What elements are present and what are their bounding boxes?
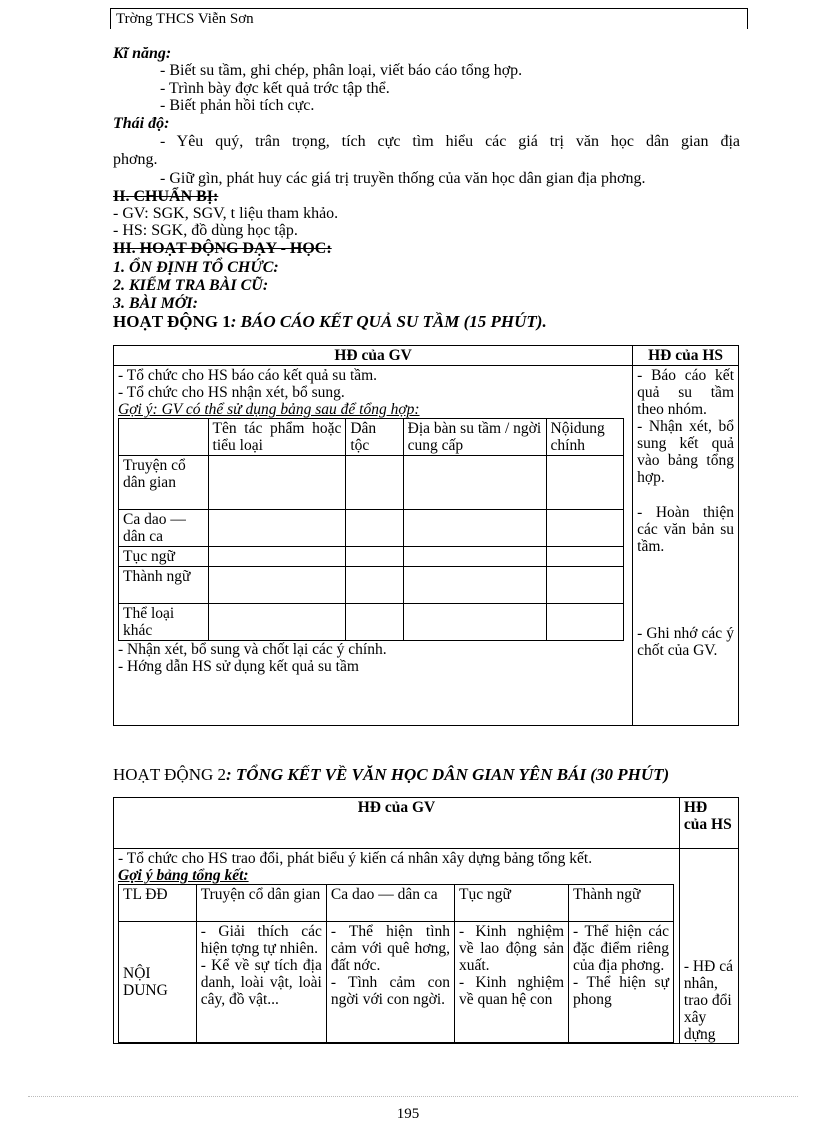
school-header: Trờng THCS Viễn Sơn — [116, 11, 254, 27]
step-2: 2. KIỂM TRA BÀI CŨ: — [113, 277, 269, 294]
hd1-col-hs: HĐ của HS — [633, 346, 739, 366]
hd2-col-gv: HĐ của GV — [114, 798, 680, 849]
activities-title: III. HOẠT ĐỘNG DẠY - HỌC: — [113, 240, 332, 257]
hd2-heading — [113, 766, 669, 784]
hd2-table — [113, 797, 739, 1044]
hd2-h-thanhngu: Thành ngữ — [569, 885, 674, 922]
hd2-gv-cell — [114, 849, 680, 1044]
hd1-heading — [113, 313, 547, 331]
inner-header-content: Nộidung chính — [546, 419, 623, 456]
attitude-item-1: - Yêu quý, trân trọng, tích cực tìm hiểu các giá trị văn học dân gian địa — [160, 133, 740, 150]
hd2-intro: - Tổ chức cho HS trao đổi, phát biểu ý kiến cá nhân xây dựng bảng tổng kết. — [118, 850, 593, 867]
skills-title: Kĩ năng: — [113, 45, 172, 62]
hd2-cell-cadao: - Thể hiện tình cảm với quê hơng, đất nớc. - Tình cảm con ngời với con ngời. — [326, 922, 454, 1043]
step-3: 3. BÀI MỚI: — [113, 295, 198, 312]
hd1-hs-d: - Ghi nhớ các ý chốt của GV. — [637, 625, 734, 659]
inner-row-label: Thể loại khác — [119, 604, 209, 641]
inner-row-label: Ca dao — dân ca — [119, 510, 209, 547]
hd2-hs-text: - HĐ cá nhân, trao đổi xây dựng — [683, 958, 733, 1043]
hd2-col-hs: HĐ của HS — [679, 798, 738, 849]
inner-row-label: Truyện cổ dân gian — [119, 456, 209, 510]
hd2-h-tl: TL ĐĐ — [119, 885, 197, 922]
prep-hs: - HS: SGK, đồ dùng học tập. — [113, 222, 298, 239]
attitude-title: Thái độ: — [113, 115, 170, 132]
hd1-hs-b: - Nhận xét, bổ sung kết quả vào bảng tổng hợp. — [637, 418, 734, 486]
hd2-h-tucngu: Tục ngữ — [455, 885, 569, 922]
hd1-gv-after-2: - Hớng dẫn HS sử dụng kết quả su tầm — [118, 658, 359, 675]
hd1-gv-spacer — [118, 675, 628, 725]
hd1-gv-line-1: - Tổ chức cho HS báo cáo kết quả su tầm. — [118, 367, 378, 384]
hd1-col-gv: HĐ của GV — [114, 346, 633, 366]
hd1-inner-table — [118, 418, 624, 641]
hd2-title: : TỔNG KẾT VỀ VĂN HỌC DÂN GIAN YÊN BÁI (30 PHÚT) — [226, 765, 670, 784]
hd1-hs-gap — [637, 486, 734, 504]
hd2-prefix: HOẠT ĐỘNG 2 — [113, 765, 227, 784]
hd1-gv-line-2: - Tổ chức cho HS nhận xét, bổ sung. — [118, 384, 345, 401]
hd1-hint: Gợi ý: GV có thể sử dụng bảng sau để tổng hợp: — [118, 401, 420, 418]
hd2-hs-cell — [679, 849, 738, 1044]
attitude-item-1-cont: phơng. — [113, 151, 158, 168]
inner-header-location: Địa bàn su tầm / ngời cung cấp — [403, 419, 546, 456]
inner-row-label: Tục ngữ — [119, 547, 209, 567]
hd2-hint: Gợi ý bảng tổng kết: — [118, 867, 249, 884]
hd2-h-truyen: Truyện cổ dân gian — [196, 885, 326, 922]
hd1-title: : BÁO CÁO KẾT QUẢ SU TẦM (15 PHÚT). — [230, 312, 547, 331]
hd2-cell-tucngu: - Kinh nghiệm về lao động sản xuất. - Kinh nghiệm về quan hệ con — [455, 922, 569, 1043]
inner-header-blank — [119, 419, 209, 456]
skills-item-2: - Trình bày đợc kết quả trớc tập thể. — [160, 80, 390, 97]
hd2-cell-truyen: - Giải thích các hiện tợng tự nhiên. - Kể về sự tích địa danh, loài vật, loài cây, đồ vật... — [196, 922, 326, 1043]
page-number: 195 — [396, 1106, 420, 1122]
inner-header-ethnic: Dân tộc — [346, 419, 403, 456]
hd2-cell-thanhngu: - Thể hiện các đặc điểm riêng của địa phơng. - Thể hiện sự phong — [569, 922, 674, 1043]
hd1-hs-gap2 — [637, 555, 734, 625]
hd2-h-cadao: Ca dao — dân ca — [326, 885, 454, 922]
hd1-table — [113, 345, 739, 726]
attitude-item-2: - Giữ gìn, phát huy các giá trị truyền thống của văn học dân gian địa phơng. — [160, 170, 646, 187]
skills-item-3: - Biết phản hồi tích cực. — [160, 97, 315, 114]
prep-title: II. CHUẨN BỊ: — [113, 188, 219, 205]
hd1-prefix: HOẠT ĐỘNG 1 — [113, 312, 231, 331]
inner-header-work: Tên tác phẩm hoặc tiểu loại — [208, 419, 346, 456]
hd1-hs-cell — [633, 366, 739, 726]
step-1: 1. ỔN ĐỊNH TỔ CHỨC: — [113, 259, 279, 276]
page-rule — [28, 1096, 798, 1097]
hd1-hs-a: - Báo cáo kết quả su tầm theo nhóm. — [637, 367, 734, 418]
hd1-gv-after-1: - Nhận xét, bổ sung và chốt lại các ý chính. — [118, 641, 387, 658]
skills-item-1: - Biết su tầm, ghi chép, phân loại, viết báo cáo tổng hợp. — [160, 62, 523, 79]
hd2-inner-table — [118, 884, 674, 1043]
inner-row-label: Thành ngữ — [119, 567, 209, 604]
hd1-gv-cell — [114, 366, 633, 726]
hd1-hs-c: - Hoàn thiện các văn bản su tầm. — [637, 504, 734, 555]
prep-gv: - GV: SGK, SGV, t liệu tham khảo. — [113, 205, 339, 222]
hd2-row-label: NỘI DUNG — [119, 922, 197, 1043]
